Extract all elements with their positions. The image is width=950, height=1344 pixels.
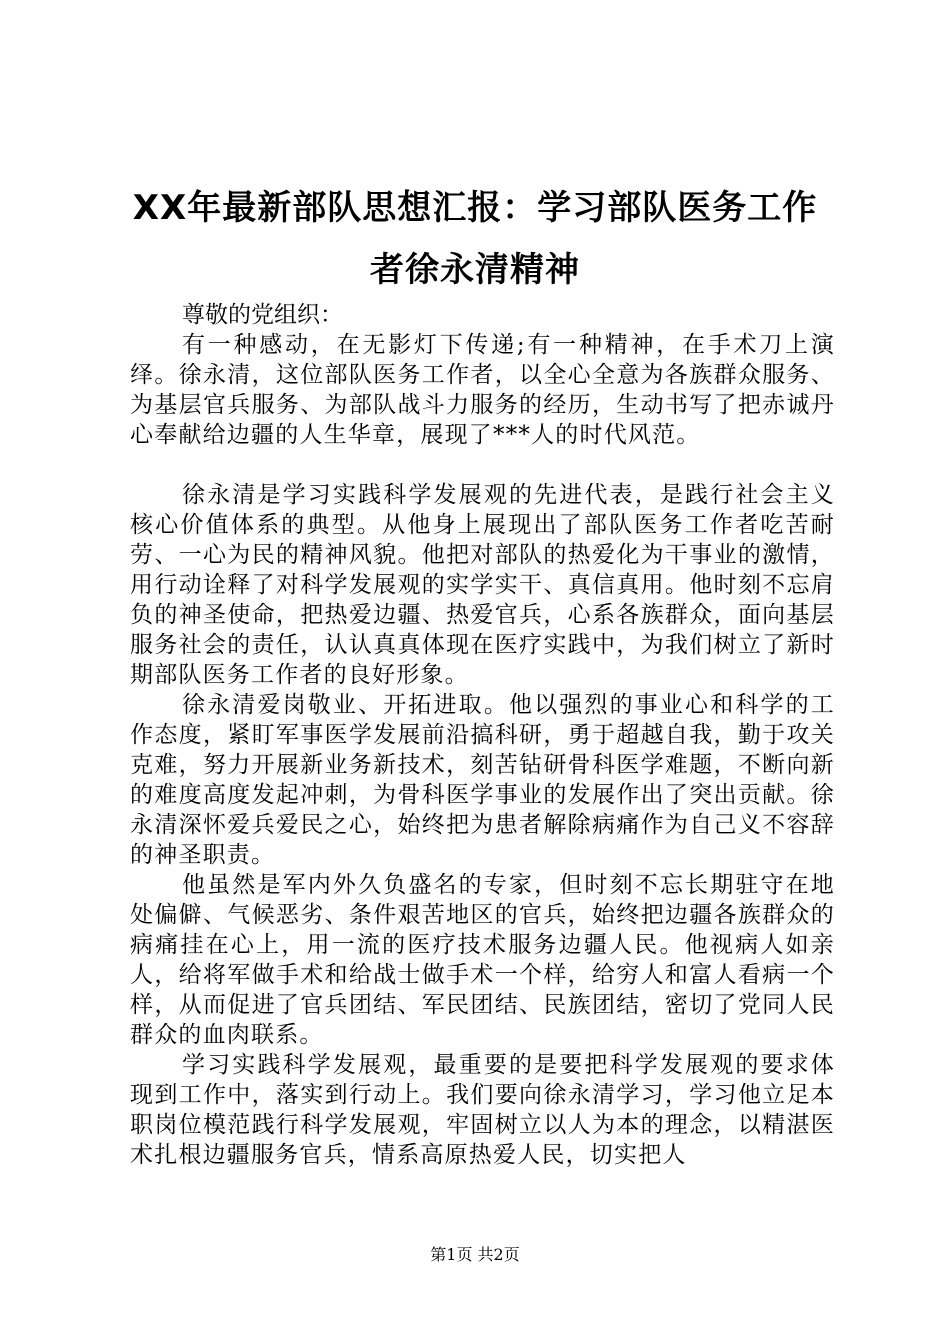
document-title-line-2: 者徐永清精神 bbox=[370, 250, 580, 290]
paragraph-5: 学习实践科学发展观，最重要的是要把科学发展观的要求体现到工作中，落实到行动上。我们要向徐永清学习，学习他立足本职岗位模范践行科学发展观，牢固树立以人为本的理念，以精湛医术扎根边疆服务官兵，情系高原热爱人民，切实把人 bbox=[130, 1052, 835, 1168]
document-title-line-1: XX年最新部队思想汇报：学习部队医务工作 bbox=[132, 188, 818, 228]
document-body bbox=[130, 330, 835, 1170]
paragraph-2: 徐永清是学习实践科学发展观的先进代表，是践行社会主义核心价值体系的典型。从他身上展现出了部队医务工作者吃苦耐劳、一心为民的精神风貌。他把对部队的热爱化为干事业的激情，用行动诠释了对科学发展观的实学实干、真信真用。他时刻不忘肩负的神圣使命，把热爱边疆、热爱官兵，心系各族群众，面向基层服务社会的责任，认认真真体现在医疗实践中，为我们树立了新时期部队医务工作者的良好形象。 bbox=[130, 482, 835, 688]
paragraph-3: 徐永清爱岗敬业、开拓进取。他以强烈的事业心和科学的工作态度，紧盯军事医学发展前沿搞科研，勇于超越自我，勤于攻关克难，努力开展新业务新技术，刻苦钻研骨科医学难题，不断向新的难度高度发起冲刺，为骨科医学事业的发展作出了突出贡献。徐永清深怀爱兵爱民之心，始终把为患者解除病痛作为自己义不容辞的神圣职责。 bbox=[130, 692, 835, 868]
salutation: 尊敬的党组织： bbox=[182, 302, 343, 328]
page-footer: 第1页 共2页 bbox=[430, 1245, 520, 1264]
paragraph-1: 有一种感动，在无影灯下传递;有一种精神，在手术刀上演绎。徐永清，这位部队医务工作者，以全心全意为各族群众服务、为基层官兵服务、为部队战斗力服务的经历，生动书写了把赤诚丹心奉献给边疆的人生华章，展现了***人的时代风范。 bbox=[130, 332, 835, 448]
paragraph-4: 他虽然是军内外久负盛名的专家，但时刻不忘长期驻守在地处偏僻、气候恶劣、条件艰苦地区的官兵，始终把边疆各族群众的病痛挂在心上，用一流的医疗技术服务边疆人民。他视病人如亲人，给将军做手术和给战士做手术一个样，给穷人和富人看病一个样，从而促进了官兵团结、军民团结、民族团结，密切了党同人民群众的血肉联系。 bbox=[130, 872, 835, 1048]
